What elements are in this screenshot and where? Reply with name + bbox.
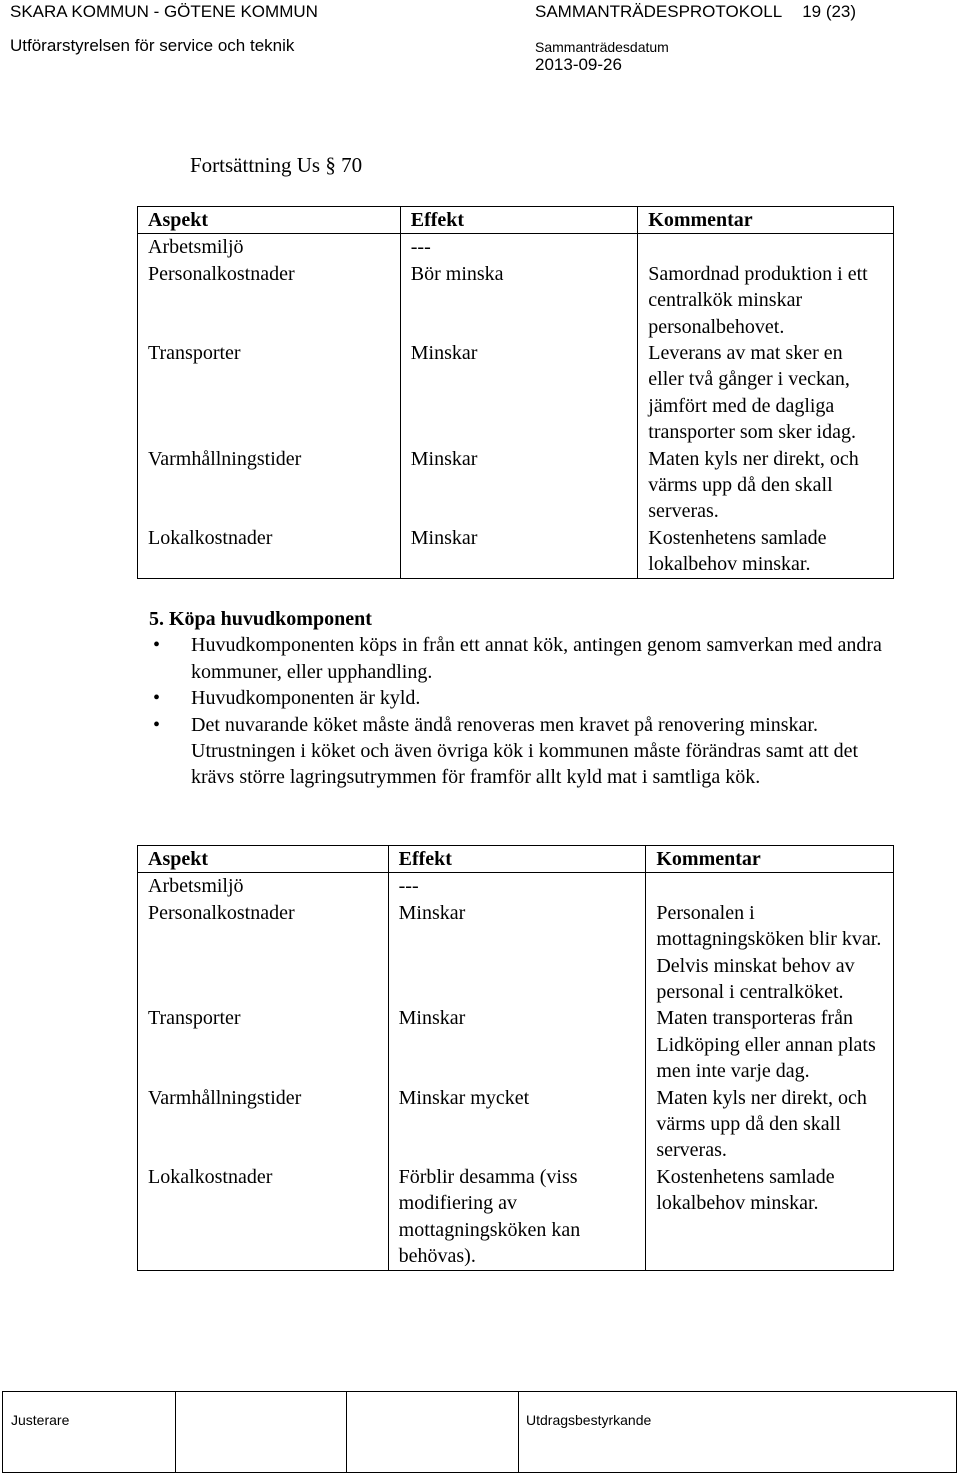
effect-cell: Förblir desamma (viss modifiering av mottagningsköken kan behövas). — [388, 1164, 646, 1270]
aspect-cell: Arbetsmiljö — [138, 873, 389, 900]
table-header-row — [138, 846, 894, 873]
aspect-cell: Personalkostnader — [138, 900, 389, 1006]
effect-cell: --- — [388, 873, 646, 900]
comment-cell: Maten kyls ner direkt, och värms upp då den skall serveras. — [646, 1085, 894, 1164]
bullet-icon: • — [153, 687, 161, 710]
aspect-cell: Arbetsmiljö — [138, 234, 401, 261]
bullet-icon: • — [153, 713, 161, 736]
header-cell: Aspekt — [138, 207, 401, 234]
bullet-icon: • — [153, 634, 161, 657]
table-row — [138, 261, 894, 340]
org-name: SKARA KOMMUN - GÖTENE KOMMUN — [10, 2, 318, 21]
table-row — [138, 873, 894, 900]
list-item-text: Huvudkomponenten köps in från ett annat kök, antingen genom samverkan med andra kommuner, eller upphandling. — [191, 634, 882, 683]
table-header-row — [138, 207, 894, 234]
section-5 — [149, 606, 889, 791]
comment-cell: Samordnad produktion i ett centralkök minskar personalbehovet. — [638, 261, 894, 340]
list-item — [149, 632, 889, 685]
table-row — [138, 446, 894, 525]
effect-cell: Minskar — [400, 446, 638, 525]
effect-cell: Minskar — [400, 525, 638, 578]
bullet-list — [149, 632, 889, 790]
effect-cell: Minskar mycket — [388, 1085, 646, 1164]
signature-footer — [0, 1391, 960, 1473]
effect-cell: Bör minska — [400, 261, 638, 340]
section-heading: 5. Köpa huvudkomponent — [149, 608, 372, 630]
effect-cell: --- — [400, 234, 638, 261]
table-row — [138, 900, 894, 1006]
table-row — [138, 525, 894, 578]
signer-box — [2, 1391, 176, 1473]
header-cell: Effekt — [400, 207, 638, 234]
aspect-cell: Lokalkostnader — [138, 525, 401, 578]
effect-cell: Minskar — [400, 340, 638, 446]
table-row — [138, 234, 894, 261]
comment-cell: Leverans av mat sker en eller två gånger i veckan, jämfört med de dagliga transporter som sker idag. — [638, 340, 894, 446]
table-row — [138, 1085, 894, 1164]
header-cell: Effekt — [388, 846, 646, 873]
aspect-cell: Varmhållningstider — [138, 1085, 389, 1164]
list-item — [149, 712, 889, 791]
effects-table-1 — [137, 206, 894, 579]
comment-cell: Kostenhetens samlade lokalbehov minskar. — [646, 1164, 894, 1270]
continuation-heading: Fortsättning Us § 70 — [190, 153, 363, 177]
table-row — [138, 340, 894, 446]
list-item — [149, 685, 889, 711]
comment-cell: Maten kyls ner direkt, och värms upp då den skall serveras. — [638, 446, 894, 525]
comment-cell: Kostenhetens samlade lokalbehov minskar. — [638, 525, 894, 578]
meeting-date: 2013-09-26 — [535, 55, 622, 74]
comment-cell — [638, 234, 894, 261]
effect-cell: Minskar — [388, 1005, 646, 1084]
comment-cell: Personalen i mottagningsköken blir kvar. Delvis minskat behov av personal i centralköket. — [646, 900, 894, 1006]
aspect-cell: Transporter — [138, 1005, 389, 1084]
extract-box — [518, 1391, 957, 1473]
signer-box — [174, 1391, 347, 1473]
list-item-text: Det nuvarande köket måste ändå renoveras men kravet på renovering minskar. Utrustningen i köket och även övriga kök i kommunen måste förändras samt att det krävs större lagringsutrymmen för framför allt kyld mat i samtliga kök. — [191, 713, 859, 789]
aspect-cell: Transporter — [138, 340, 401, 446]
header-cell: Kommentar — [646, 846, 894, 873]
table-row — [138, 1164, 894, 1270]
effect-cell: Minskar — [388, 900, 646, 1006]
date-label: Sammanträdesdatum — [535, 39, 669, 55]
aspect-cell: Personalkostnader — [138, 261, 401, 340]
header-cell: Aspekt — [138, 846, 389, 873]
effects-table-2 — [137, 845, 894, 1271]
signer-box — [346, 1391, 519, 1473]
document-title: SAMMANTRÄDESPROTOKOLL — [535, 2, 783, 21]
comment-cell — [646, 873, 894, 900]
committee-name: Utförarstyrelsen för service och teknik — [10, 36, 295, 55]
header-right — [535, 2, 857, 74]
aspect-cell: Varmhållningstider — [138, 446, 401, 525]
page-number: 19 (23) — [802, 2, 857, 21]
extract-label: Utdragsbestyrkande — [526, 1412, 652, 1428]
aspect-cell: Lokalkostnader — [138, 1164, 389, 1270]
table-row — [138, 1005, 894, 1084]
list-item-text: Huvudkomponenten är kyld. — [191, 687, 421, 710]
signer-label: Justerare — [11, 1412, 70, 1428]
comment-cell: Maten transporteras från Lidköping eller annan plats men inte varje dag. — [646, 1005, 894, 1084]
header-cell: Kommentar — [638, 207, 894, 234]
header-left — [10, 2, 318, 70]
